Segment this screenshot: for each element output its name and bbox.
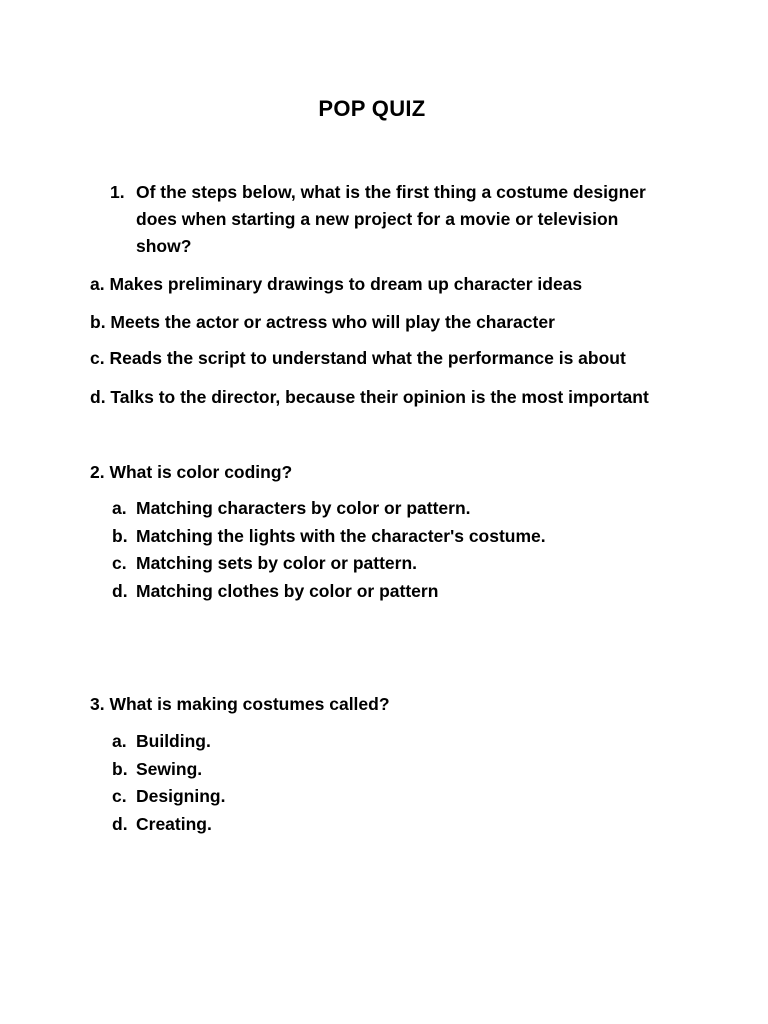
question-2-options [112, 495, 546, 605]
question-1-number: 1. [110, 182, 125, 202]
option-letter: c. [112, 786, 127, 806]
question-3-option-a [112, 728, 225, 756]
option-letter: b. [112, 758, 128, 779]
option-text: Creating. [136, 813, 212, 834]
question-3-options [112, 728, 225, 838]
question-1-option-a: a. Makes preliminary drawings to dream up character ideas [90, 274, 583, 294]
question-2-option-a [112, 495, 546, 523]
question-2-option-d [112, 578, 546, 606]
question-1-option-d: d. Talks to the director, because their opinion is the most important [90, 387, 649, 407]
quiz-title: POP QUIZ [318, 96, 426, 121]
option-text: Matching characters by color or pattern. [136, 498, 471, 518]
option-letter: a. [112, 731, 127, 751]
option-letter: d. [112, 813, 128, 834]
question-1-option-b: b. Meets the actor or actress who will play the character [90, 312, 555, 332]
question-3-option-d [112, 811, 225, 839]
question-2-option-c [112, 550, 546, 578]
question-1 [110, 179, 670, 260]
question-2-option-b [112, 523, 546, 551]
question-2-text: 2. What is color coding? [90, 462, 293, 482]
question-3-text: 3. What is making costumes called? [90, 694, 390, 714]
option-text: Matching clothes by color or pattern [136, 580, 439, 601]
question-3-option-c [112, 783, 225, 811]
question-1-text: Of the steps below, what is the first thing a costume designer does when starting a new project for a movie or television show? [136, 182, 646, 256]
option-text: Building. [136, 731, 211, 751]
option-text: Sewing. [136, 758, 203, 779]
option-text: Matching the lights with the character's costume. [136, 525, 546, 546]
option-letter: d. [112, 580, 128, 601]
option-letter: a. [112, 498, 127, 518]
question-3-option-b [112, 756, 225, 784]
option-text: Matching sets by color or pattern. [136, 553, 418, 573]
option-letter: c. [112, 553, 127, 573]
option-letter: b. [112, 525, 128, 546]
option-text: Designing. [136, 786, 226, 806]
question-1-option-c: c. Reads the script to understand what the performance is about [90, 348, 626, 368]
